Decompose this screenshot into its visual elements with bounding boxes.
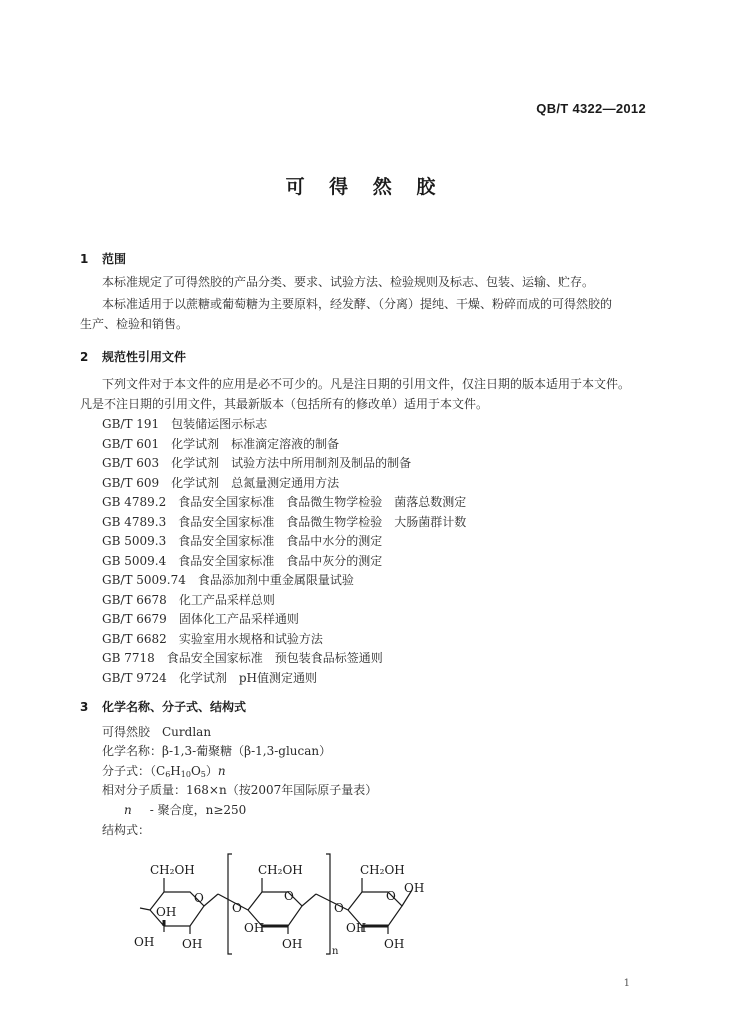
formula-h: H	[170, 764, 181, 778]
reference-item	[102, 454, 411, 472]
reference-code: GB 4789.3	[102, 514, 167, 529]
formula-c-subscript: 6	[165, 770, 171, 779]
ring-2-o: O	[284, 889, 294, 903]
reference-title: 食品安全国家标准 预包装食品标签通则	[166, 651, 383, 665]
ring-3-oh-top: OH	[404, 881, 425, 895]
reference-title: 固体化工产品采样通则	[178, 612, 299, 626]
link-o-1: O	[232, 901, 242, 915]
ring-3-oh-right: OH	[384, 937, 405, 951]
reference-code: GB/T 6682	[102, 631, 167, 646]
reference-item	[102, 649, 383, 667]
reference-item	[102, 435, 339, 453]
ring-2-oh-left: OH	[244, 921, 265, 935]
reference-code: GB/T 609	[102, 475, 160, 490]
reference-title: 食品安全国家标准 食品微生物学检验 大肠菌群计数	[178, 514, 467, 529]
reference-item	[102, 571, 354, 589]
reference-item	[102, 474, 339, 492]
section-2-intro-line-2: 凡是不注日期的引用文件，其最新版本（包括所有的修改单）适用于本文件。	[80, 397, 489, 411]
reference-item	[102, 513, 466, 531]
reference-code: GB/T 603	[102, 456, 160, 470]
structural-formula	[120, 850, 440, 960]
reference-code: GB/T 9724	[102, 670, 167, 685]
polymerization-line	[124, 800, 246, 820]
reference-item	[102, 415, 267, 433]
formula-tail: ）	[205, 764, 218, 778]
reference-title: 化学试剂 总氮量测定通用方法	[171, 475, 340, 490]
section-1-number: 1	[80, 252, 89, 266]
reference-title: 化学试剂 pH值测定通则	[178, 670, 317, 685]
reference-code: GB/T 6678	[102, 592, 167, 607]
reference-code: GB 7718	[102, 651, 155, 665]
reference-title: 化学试剂 试验方法中所用制剂及制品的制备	[171, 456, 412, 470]
link-o-2: O	[334, 901, 344, 915]
reference-item	[102, 610, 299, 628]
reference-code: GB/T 191	[102, 417, 160, 431]
section-3-heading	[80, 698, 246, 715]
reference-item	[102, 591, 275, 609]
reference-title: 包装储运图示标志	[171, 417, 268, 431]
reference-title: 食品安全国家标准 食品中灰分的测定	[178, 553, 383, 568]
section-1-title: 范围	[102, 252, 127, 266]
chemical-name-line: 化学名称：β-1,3-葡聚糖（β-1,3-glucan）	[102, 744, 332, 758]
ring-2-ch2oh: CH₂OH	[258, 863, 303, 877]
section-3-title: 化学名称、分子式、结构式	[102, 700, 247, 714]
page-title: 可 得 然 胶	[285, 176, 445, 198]
section-2-heading	[80, 348, 186, 365]
ring-1-o: O	[194, 891, 204, 905]
section-2-number: 2	[80, 350, 89, 364]
reference-item	[102, 669, 317, 687]
structure-label: 结构式：	[102, 823, 151, 837]
ring-3-o: O	[386, 889, 396, 903]
reference-code: GB/T 601	[102, 436, 160, 451]
reference-title: 食品添加剂中重金属限量试验	[197, 573, 354, 587]
molecular-mass-line: 相对分子质量：168×n（按2007年国际原子量表）	[102, 783, 378, 797]
reference-title: 实验室用水规格和试验方法	[178, 631, 323, 646]
repeat-bracket-right	[326, 854, 330, 954]
page-number: 1	[623, 978, 630, 989]
section-1-heading	[80, 250, 126, 267]
common-name-line: 可得然胶 Curdlan	[102, 725, 212, 739]
reference-item	[102, 552, 382, 570]
reference-title: 化学试剂 标准滴定溶液的制备	[171, 436, 340, 451]
reference-title: 食品安全国家标准 食品中水分的测定	[178, 534, 383, 548]
reference-code: GB 4789.2	[102, 495, 167, 509]
ring-1-oh-inner: OH	[156, 905, 177, 919]
ring-2-oh-right: OH	[282, 937, 303, 951]
reference-code: GB/T 6679	[102, 612, 167, 626]
n-description: - 聚合度，n≥250	[149, 803, 247, 817]
reference-title: 食品安全国家标准 食品微生物学检验 菌落总数测定	[178, 495, 467, 509]
section-2-title: 规范性引用文件	[102, 350, 187, 364]
reference-title: 化工产品采样总则	[178, 592, 275, 607]
section-1-para-2-line-2: 生产、检验和销售。	[80, 317, 189, 331]
n-variable: n	[124, 803, 132, 817]
formula-n: n	[217, 764, 226, 778]
formula-h-subscript: 10	[180, 770, 191, 779]
repeat-n: n	[332, 946, 339, 957]
section-1-para-1: 本标准规定了可得然胶的产品分类、要求、试验方法、检验规则及标志、包装、运输、贮存。	[102, 275, 595, 289]
ring-1-oh-left: OH	[134, 935, 155, 949]
section-3-number: 3	[80, 700, 89, 714]
reference-item	[102, 493, 466, 511]
ring-3-oh-left: OH	[346, 921, 367, 935]
reference-item	[102, 630, 323, 648]
section-1-para-2-line-1: 本标准适用于以蔗糖或葡萄糖为主要原料，经发酵、（分离）提纯、干燥、粉碎而成的可得然胶的	[102, 297, 613, 311]
reference-code: GB/T 5009.74	[102, 573, 186, 587]
reference-code: GB 5009.3	[102, 534, 167, 548]
formula-o-subscript: 5	[200, 770, 206, 779]
formula-o: O	[190, 764, 201, 778]
reference-item	[102, 532, 382, 550]
ring-1-ch2oh: CH₂OH	[150, 863, 195, 877]
reference-code: GB 5009.4	[102, 553, 167, 568]
formula-label: 分子式：（C	[102, 764, 166, 778]
section-2-intro-line-1: 下列文件对于本文件的应用是必不可少的。凡是注日期的引用文件，仅注日期的版本适用于本文件。	[102, 377, 631, 391]
glucose-ring-1	[140, 878, 218, 934]
standard-code: QB/T 4322—2012	[536, 101, 646, 116]
ring-3-ch2oh: CH₂OH	[360, 863, 405, 877]
ring-1-oh-right: OH	[182, 937, 203, 951]
